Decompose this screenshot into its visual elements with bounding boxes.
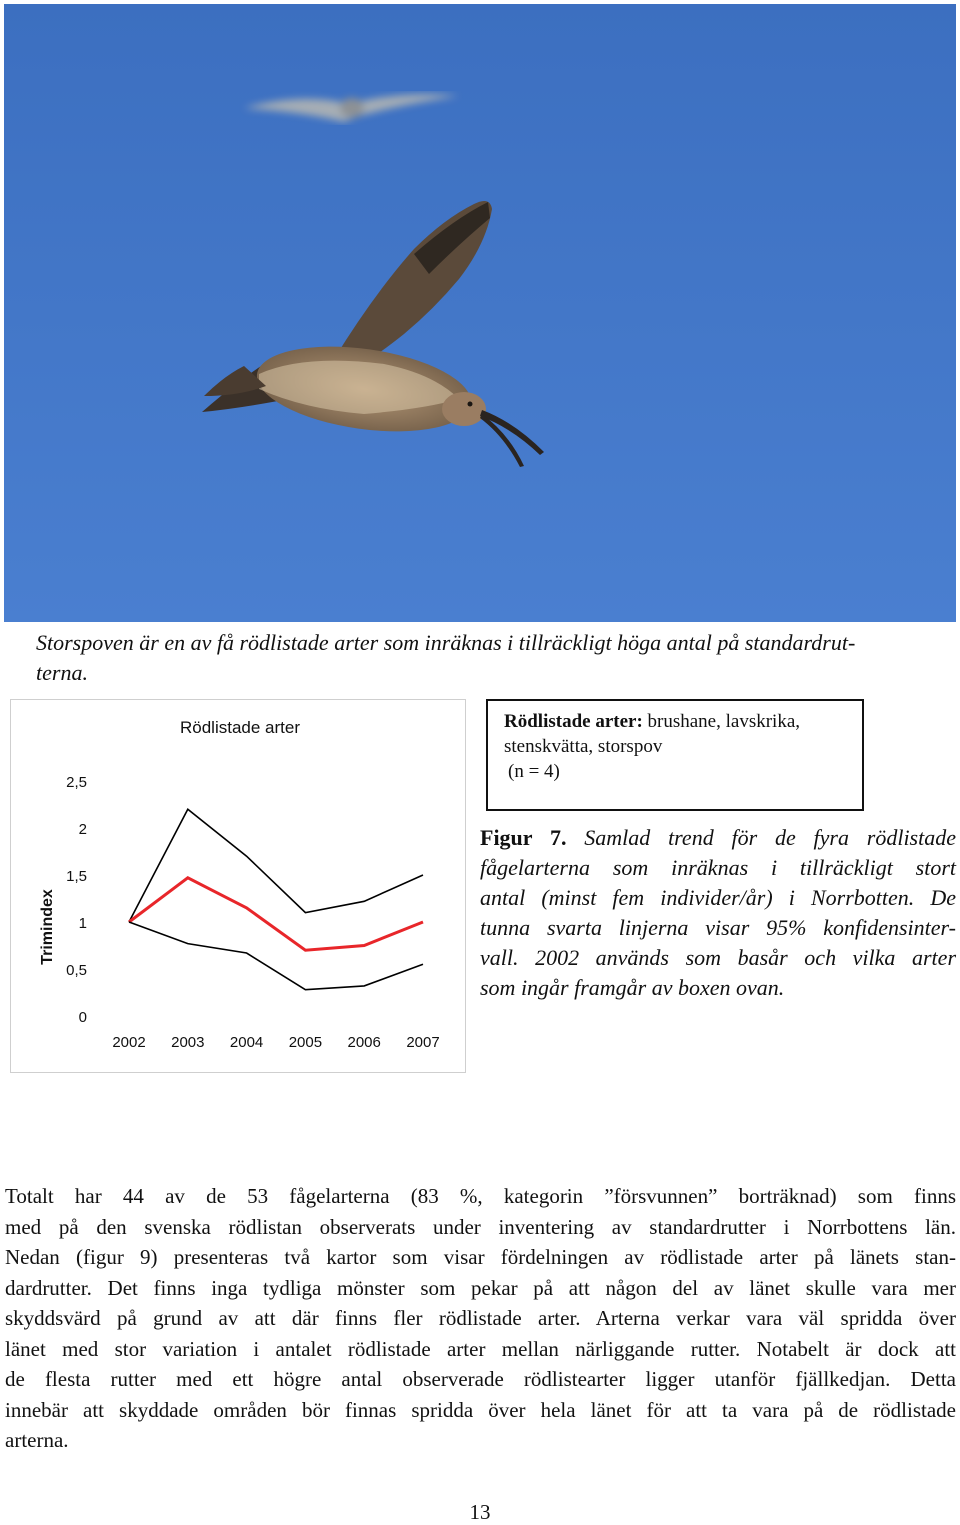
series-line-trend <box>129 878 423 950</box>
figure-caption-line-6: som ingår framgår av boxen ovan. <box>480 975 785 1000</box>
x-tick-label: 2006 <box>347 1034 381 1051</box>
series-line-lower-ci <box>129 922 423 990</box>
legend-species-2: stenskvätta, storspov <box>504 736 663 757</box>
figure-caption <box>480 823 956 1003</box>
sky-background <box>4 4 956 622</box>
photo-caption-line-2: terna. <box>36 660 88 685</box>
y-tick-label: 0,5 <box>66 962 87 979</box>
page-number: 13 <box>469 1500 491 1524</box>
body-line: skyddsvärd på grund av att där finns fler rödlistade arter. Arterna verkar vara väl spridda över <box>5 1306 956 1330</box>
chart-title: Rödlistade arter <box>179 718 301 737</box>
body-line: de flesta rutter med ett högre antal observerade rödlistearter ligger utanför fjällkedjan. Detta <box>5 1367 956 1391</box>
photo-caption <box>36 628 936 688</box>
figure-caption-line-5: vall. 2002 används som basår och vilka arter <box>480 945 956 970</box>
y-tick-label: 2,5 <box>66 774 87 791</box>
body-line: Totalt har 44 av de 53 fågelarterna (83 %, kategorin ”försvunnen” borträknad) som finns <box>5 1184 956 1208</box>
legend-n: (n = 4) <box>508 761 560 782</box>
figure-caption-line-3: antal (minst fem individer/år) i Norrbotten. De <box>480 885 956 910</box>
x-tick-label: 2007 <box>406 1034 440 1051</box>
x-tick-label: 2003 <box>171 1034 205 1051</box>
y-tick-label: 1,5 <box>66 868 87 885</box>
trend-chart-svg <box>11 700 465 1072</box>
body-line: dardrutter. Det finns inga tydliga mönster som pekar på att någon del av länet skulle vara mer <box>5 1275 956 1300</box>
body-paragraph <box>5 1181 956 1456</box>
curlew-photo-art <box>4 4 956 622</box>
body-line: länet med stor variation i antalet rödlistade arter mellan närliggande rutter. Notabelt är dock att <box>5 1336 956 1361</box>
legend-species-1: brushane, lavskrika, <box>642 711 801 732</box>
legend-line-1 <box>504 709 852 734</box>
y-tick-label: 0 <box>78 1009 87 1026</box>
legend-label: Rödlistade arter: <box>504 711 643 732</box>
y-tick-label: 1 <box>78 915 87 932</box>
figure-label: Figur 7. <box>480 825 567 850</box>
curlew-photo <box>4 4 956 622</box>
x-tick-label: 2002 <box>112 1034 146 1051</box>
series-line-upper-ci <box>129 809 423 922</box>
x-tick-label: 2004 <box>229 1034 264 1051</box>
figure-caption-text-1: Samlad trend för de fyra rödlistade <box>566 825 957 850</box>
body-line: innebär att skyddade områden bör finnas spridda över hela länet för att ta vara på de rödlistade <box>5 1397 956 1422</box>
body-line: arterna. <box>5 1428 69 1452</box>
figure-caption-line-1 <box>480 823 956 853</box>
species-legend-box <box>486 699 864 811</box>
figure-caption-line-2: fågelarterna som inräknas i tillräckligt stort <box>480 855 956 880</box>
body-line: Nedan (figur 9) presenteras två kartor som visar fördelningen av rödlistade arter på länets stan- <box>5 1245 956 1269</box>
x-axis-ticks <box>112 1034 439 1051</box>
y-tick-label: 2 <box>78 821 87 838</box>
y-axis-ticks <box>66 774 87 1026</box>
x-tick-label: 2005 <box>288 1034 323 1051</box>
body-line: med på den svenska rödlistan observerats under inventering av standardrutter i Norrbottens län. <box>5 1214 956 1239</box>
y-axis-label: Trimindex <box>39 889 56 965</box>
photo-caption-line-1: Storspoven är en av få rödlistade arter som inräknas i tillräckligt höga antal på standardrut- <box>36 630 856 655</box>
series-layer <box>129 809 423 989</box>
figure-caption-line-4: tunna svarta linjerna visar 95% konfidensinter- <box>480 915 956 940</box>
trend-chart <box>10 699 466 1073</box>
